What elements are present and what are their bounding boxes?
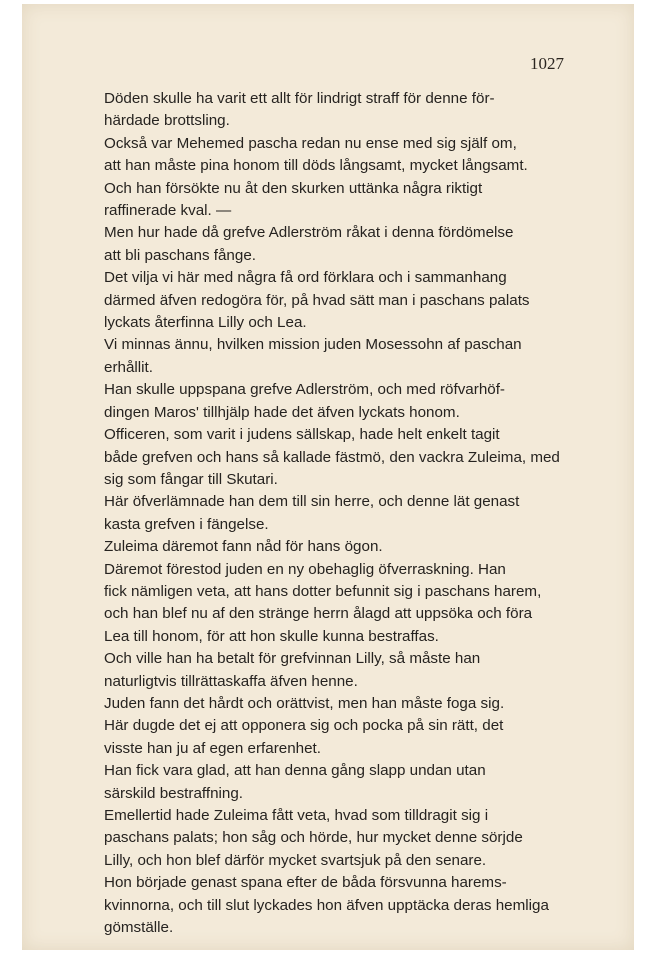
text-line: Och han försökte nu åt den skurken uttänka några riktigt xyxy=(104,179,483,197)
text-line: Han skulle uppspana grefve Adlerström, och med röfvarhöf- xyxy=(104,381,505,399)
text-line: särskild bestraffning. xyxy=(104,784,244,802)
text-line: raffinerade kval. — xyxy=(104,202,232,220)
paragraph xyxy=(66,88,594,133)
book-page xyxy=(22,4,634,950)
paragraph xyxy=(66,648,594,693)
paragraph xyxy=(66,133,594,178)
text-line: kasta grefven i fängelse. xyxy=(104,515,269,533)
text-line: gömställe. xyxy=(104,919,174,937)
paragraph xyxy=(66,805,594,872)
text-line: Vi minnas ännu, hvilken mission juden Mosessohn af paschan xyxy=(104,336,522,354)
page-number: 1027 xyxy=(530,54,564,73)
text-line: Däremot förestod juden en ny obehaglig öfverraskning. Han xyxy=(104,560,506,578)
paragraph xyxy=(66,222,594,267)
text-line: visste han ju af egen erfarenhet. xyxy=(104,739,321,757)
text-line: Han fick vara glad, att han denna gång slapp undan utan xyxy=(104,762,486,780)
text-line: Det vilja vi här med några få ord förklara och i sammanhang xyxy=(104,269,507,287)
paragraph xyxy=(66,424,594,491)
paragraph xyxy=(66,536,594,558)
paragraph xyxy=(66,760,594,805)
text-line: Lea till honom, för att hon skulle kunna bestraffas. xyxy=(104,627,439,645)
text-line: Också var Mehemed pascha redan nu ense med sig själf om, xyxy=(104,134,517,152)
text-line: Lilly, och hon blef därför mycket svartsjuk på den senare. xyxy=(104,851,487,869)
text-line: Hon började genast spana efter de båda försvunna harems- xyxy=(104,874,507,892)
text-line: Döden skulle ha varit ett allt för lindrigt straff för denne för- xyxy=(104,90,495,107)
text-line: Officeren, som varit i judens sällskap, hade helt enkelt tagit xyxy=(104,426,500,444)
text-line: Men hur hade då grefve Adlerström råkat i denna fördömelse xyxy=(104,224,514,242)
text-line: därmed äfven redogöra för, på hvad sätt man i paschans palats xyxy=(104,291,530,309)
text-line: och han blef nu af den stränge herrn ålagd att uppsöka och föra xyxy=(104,605,533,623)
paragraph xyxy=(66,872,594,939)
text-line: Här öfverlämnade han dem till sin herre, och denne lät genast xyxy=(104,493,520,511)
paragraph xyxy=(66,559,594,649)
text-line: kvinnorna, och till slut lyckades hon äfven upptäcka deras hemliga xyxy=(104,896,549,914)
text-line: både grefven och hans så kallade fästmö, den vackra Zuleima, med xyxy=(104,448,560,466)
text-line: att bli paschans fånge. xyxy=(104,246,256,264)
text-line: lyckats återfinna Lilly och Lea. xyxy=(104,314,307,332)
text-line: att han måste pina honom till döds långsamt, mycket långsamt. xyxy=(104,157,528,175)
text-line: Här dugde det ej att opponera sig och pocka på sin rätt, det xyxy=(104,717,504,735)
paragraph xyxy=(66,178,594,223)
text-line: paschans palats; hon såg och hörde, hur mycket denne sörjde xyxy=(104,829,523,847)
paragraph xyxy=(66,491,594,536)
text-line: Och ville han ha betalt för grefvinnan Lilly, så måste han xyxy=(104,650,481,668)
paragraph xyxy=(66,379,594,424)
paragraph xyxy=(66,334,594,379)
text-line: härdade brottsling. xyxy=(104,112,230,130)
paragraph xyxy=(66,715,594,760)
paragraph xyxy=(66,267,594,334)
text-line: Emellertid hade Zuleima fått veta, hvad som tilldragit sig i xyxy=(104,807,489,824)
text-line: fick nämligen veta, att hans dotter befunnit sig i paschans harem, xyxy=(104,582,542,600)
text-line: Juden fann det hårdt och orättvist, men han måste foga sig. xyxy=(104,694,505,712)
body-text xyxy=(66,88,594,939)
text-line: sig som fångar till Skutari. xyxy=(104,470,278,488)
text-line: Zuleima däremot fann nåd för hans ögon. xyxy=(104,538,383,556)
paragraph xyxy=(66,693,594,715)
text-line: dingen Maros' tillhjälp hade det äfven lyckats honom. xyxy=(104,403,460,421)
text-line: naturligtvis tillrättaskaffa äfven henne. xyxy=(104,672,358,690)
text-line: erhållit. xyxy=(104,358,153,376)
